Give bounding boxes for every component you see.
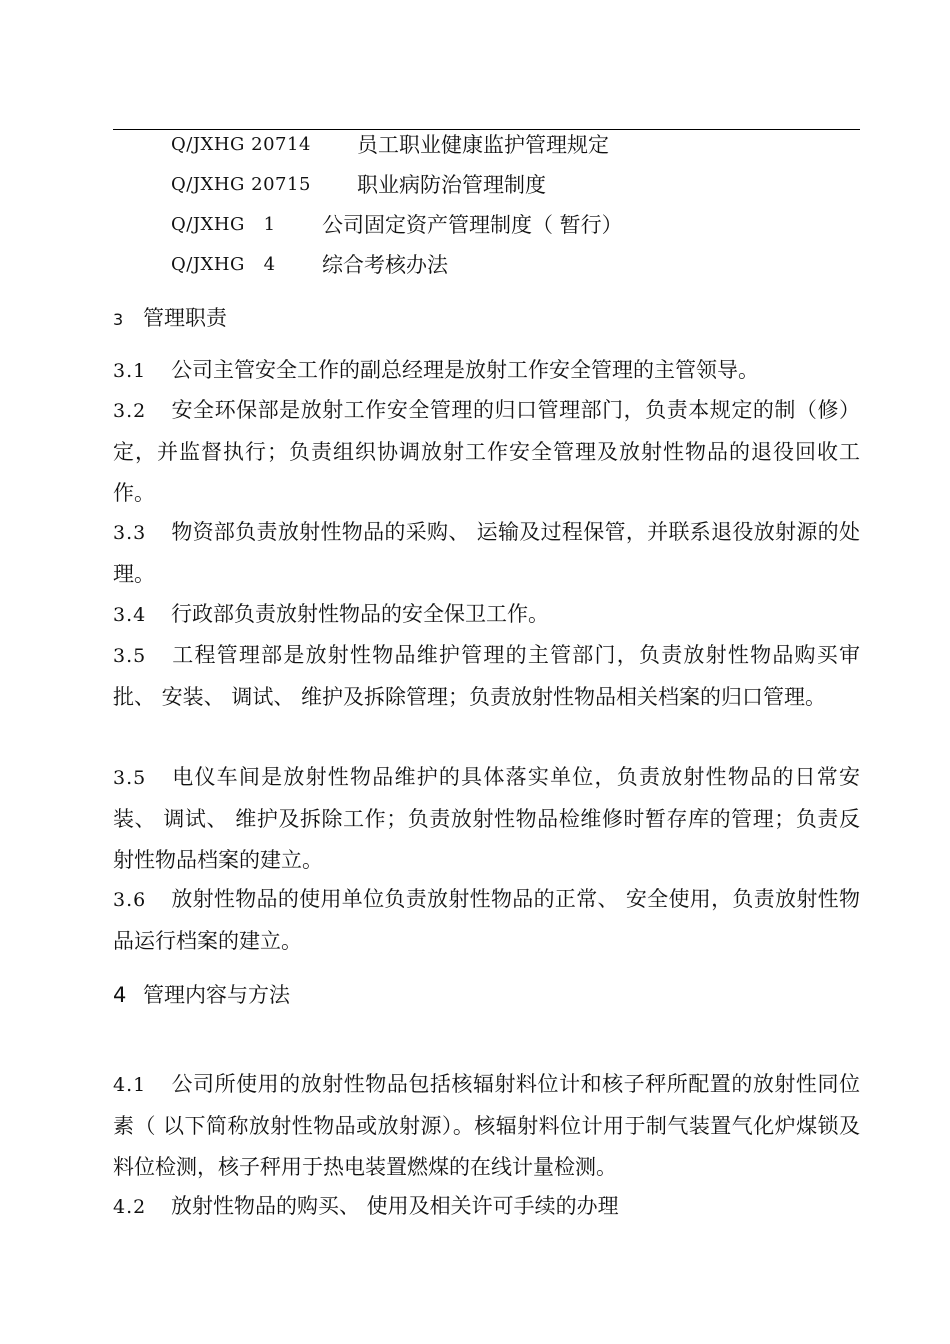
clause-number: 3.2: [113, 400, 147, 422]
reference-code: Q/JXHG 4: [171, 254, 276, 275]
clause-paragraph: [113, 879, 860, 962]
clause-paragraph: [113, 390, 860, 514]
section-number: 3: [113, 310, 124, 329]
section-heading: [113, 302, 227, 334]
clause-paragraph: [113, 757, 860, 881]
reference-title: 职业病防治管理制度: [357, 173, 546, 197]
clause-number: 3.3: [113, 522, 147, 544]
clause-text: 行政部负责放射性物品的安全保卫工作。: [171, 602, 549, 626]
section-title: 管理职责: [143, 306, 227, 330]
clause-text: 物资部负责放射性物品的采购、 运输及过程保管，并联系退役放射源的处理。: [113, 520, 860, 586]
clause-number: 4.2: [113, 1196, 147, 1218]
clause-number: 3.5: [113, 767, 147, 789]
clause-number: 3.4: [113, 604, 147, 626]
clause-paragraph: [113, 350, 860, 392]
section-title: 管理内容与方法: [143, 983, 290, 1007]
clause-number: 3.5: [113, 645, 147, 667]
reference-title: 公司固定资产管理制度（ 暂行）: [322, 213, 623, 237]
reference-code: Q/JXHG 20714: [171, 134, 311, 155]
reference-code: Q/JXHG 20715: [171, 174, 311, 195]
clause-paragraph: [113, 635, 860, 718]
clause-text: 公司主管安全工作的副总经理是放射工作安全管理的主管领导。: [171, 358, 759, 382]
clause-text: 公司所使用的放射性物品包括核辐射料位计和核子秤所配置的放射性同位素（ 以下简称放射性物品或放射源）。核辐射料位计用于制气装置气化炉煤锁及料位检测，核子秤用于热电装置燃煤的在线计量检测。: [113, 1072, 860, 1179]
clause-paragraph: [113, 1064, 860, 1188]
clause-text: 放射性物品的使用单位负责放射性物品的正常、 安全使用，负责放射性物品运行档案的建立。: [113, 887, 860, 953]
reference-code: Q/JXHG 1: [171, 214, 276, 235]
clause-text: 安全环保部是放射工作安全管理的归口管理部门，负责本规定的制（修）定，并监督执行；负责组织协调放射工作安全管理及放射性物品的退役回收工作。: [113, 398, 860, 505]
reference-title: 员工职业健康监护管理规定: [357, 133, 609, 157]
section-heading: [113, 979, 290, 1011]
clause-text: 放射性物品的购买、 使用及相关许可手续的办理: [171, 1194, 619, 1218]
clause-text: 工程管理部是放射性物品维护管理的主管部门，负责放射性物品购买审批、 安装、 调试、 维护及拆除管理；负责放射性物品相关档案的归口管理。: [113, 643, 860, 709]
clause-paragraph: [113, 1186, 860, 1228]
clause-number: 3.6: [113, 889, 147, 911]
clause-paragraph: [113, 594, 860, 636]
reference-title: 综合考核办法: [322, 253, 448, 277]
clause-number: 4.1: [113, 1074, 147, 1096]
clause-paragraph: [113, 512, 860, 595]
clause-number: 3.1: [113, 360, 147, 382]
section-number: 4: [113, 983, 127, 1007]
clause-text: 电仪车间是放射性物品维护的具体落实单位，负责放射性物品的日常安装、 调试、 维护及拆除工作；负责放射性物品检维修时暂存库的管理；负责反射性物品档案的建立。: [113, 765, 860, 872]
